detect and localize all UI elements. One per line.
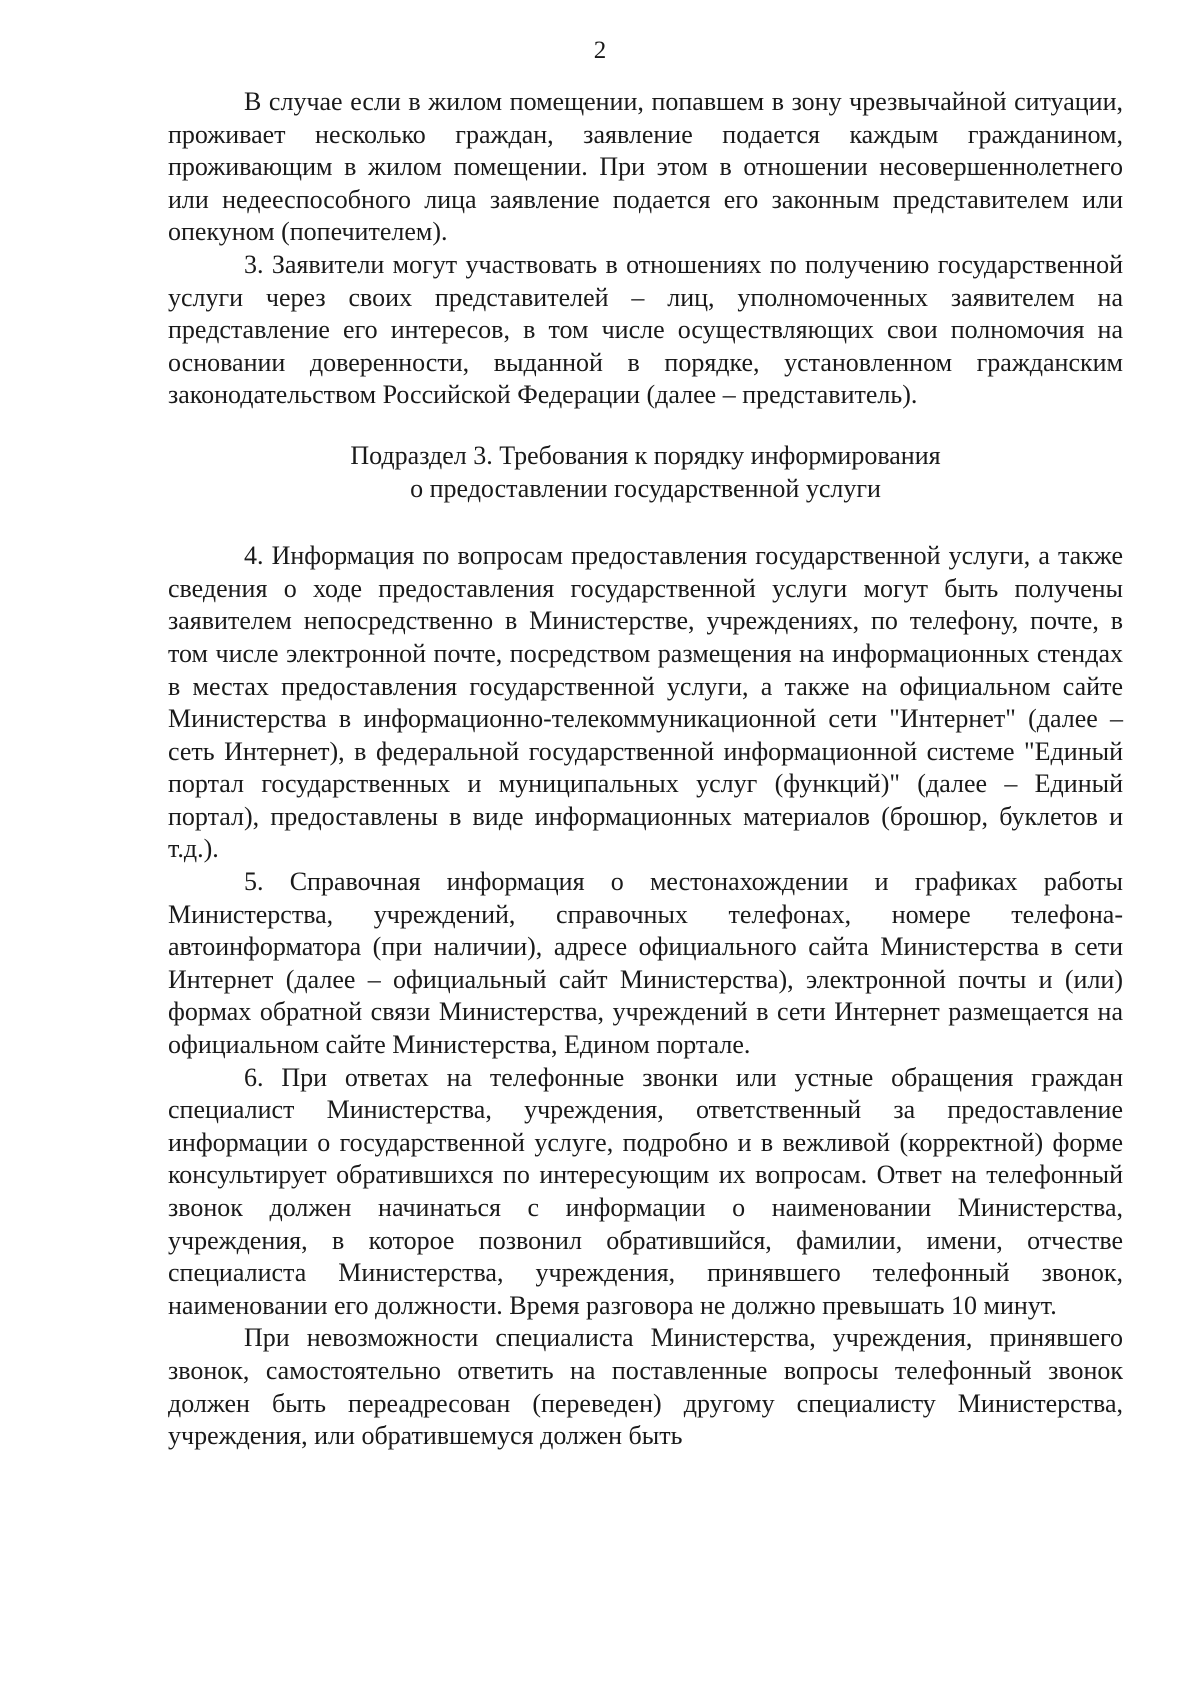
- subsection-heading-line-2: о предоставлении государственной услуги: [410, 473, 881, 503]
- paragraph-3-representatives: 3. Заявители могут участвовать в отношениях по получению государственной услуги через своих представителей – лиц, уполномоченных заявителем на представление его интересов, в том числе осуществляющих свои полномочия на основании доверенности, выданной в порядке, установленном гражданским законодательством Российской Федерации (далее – представитель).: [168, 249, 1123, 410]
- document-body: [168, 86, 1123, 1453]
- page-number: 2: [593, 37, 607, 64]
- paragraph-5-reference-information: 5. Справочная информация о местонахождении и графиках работы Министерства, учреждений, справочных телефонах, номере телефона-автоинформатора (при наличии), адресе официального сайта Министерства в сети Интернет (далее – официальный сайт Министерства), электронной почты и (или) формах обратной связи Министерства, учреждений в сети Интернет размещается на официальном сайте Министерства, Едином портале.: [168, 867, 1123, 1060]
- paragraph-call-forwarding: При невозможности специалиста Министерства, учреждения, принявшего звонок, самостоятельно ответить на поставленные вопросы телефонный звонок должен быть переадресован (переведен) другому специалисту Министерства, учреждения, или обратившемуся должен быть: [168, 1323, 1123, 1451]
- subsection-heading: [168, 440, 1123, 505]
- paragraph-6-phone-answers: 6. При ответах на телефонные звонки или устные обращения граждан специалист Министерства, учреждения, ответственный за предоставление информации о государственной услуге, подробно и в вежливой (корректной) форме консультирует обратившихся по интересующим их вопросам. Ответ на телефонный звонок должен начинаться с информации о наименовании Министерства, учреждения, в которое позвонил обратившийся, фамилии, имени, отчестве специалиста Министерства, учреждения, принявшего телефонный звонок, наименовании его должности. Время разговора не должно превышать 10 минут.: [168, 1062, 1123, 1320]
- paragraph-multiple-residents: В случае если в жилом помещении, попавшем в зону чрезвычайной ситуации, проживает несколько граждан, заявление подается каждым гражданином, проживающим в жилом помещении. При этом в отношении несовершеннолетнего или недееспособного лица заявление подается его законным представителем или опекуном (попечителем).: [168, 87, 1123, 247]
- paragraph-4-information-sources: 4. Информация по вопросам предоставления государственной услуги, а также сведения о ходе предоставления государственной услуги могут быть получены заявителем непосредственно в Министерстве, учреждениях, по телефону, почте, в том числе электронной почте, посредством размещения на информационных стендах в местах предоставления государственной услуги, а также на официальном сайте Министерства в информационно-телекоммуникационной сети "Интернет" (далее – сеть Интернет), в федеральной государственной информационной системе "Единый портал государственных и муниципальных услуг (функций)" (далее – Единый портал), предоставлены в виде информационных материалов (брошюр, буклетов и т.д.).: [168, 541, 1123, 864]
- subsection-heading-line-1: Подраздел 3. Требования к порядку информирования: [350, 440, 941, 470]
